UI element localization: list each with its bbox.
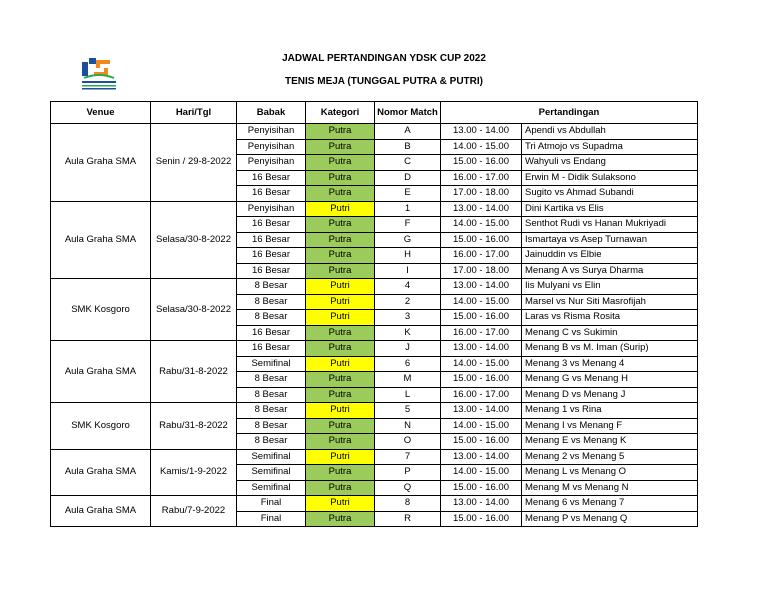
match-cell: Menang D vs Menang J	[522, 387, 698, 403]
table-header-row	[51, 102, 698, 124]
time-cell: 15.00 - 16.00	[441, 155, 522, 171]
nomor-match-cell: R	[375, 511, 441, 527]
kategori-cell: Putra	[306, 325, 375, 341]
venue-cell: SMK Kosgoro	[51, 403, 151, 450]
venue-cell: Aula Graha SMA	[51, 341, 151, 403]
babak-cell: Penyisihan	[237, 201, 306, 217]
schedule-table	[50, 101, 698, 527]
time-cell: 13.00 - 14.00	[441, 124, 522, 140]
babak-cell: 8 Besar	[237, 372, 306, 388]
nomor-match-cell: F	[375, 217, 441, 233]
time-cell: 14.00 - 15.00	[441, 294, 522, 310]
nomor-match-cell: O	[375, 434, 441, 450]
table-row	[51, 403, 698, 419]
time-cell: 14.00 - 15.00	[441, 356, 522, 372]
time-cell: 15.00 - 16.00	[441, 310, 522, 326]
babak-cell: Penyisihan	[237, 139, 306, 155]
nomor-match-cell: 4	[375, 279, 441, 295]
venue-cell: SMK Kosgoro	[51, 279, 151, 341]
venue-cell: Aula Graha SMA	[51, 124, 151, 202]
time-cell: 16.00 - 17.00	[441, 325, 522, 341]
nomor-match-cell: 6	[375, 356, 441, 372]
kategori-cell: Putri	[306, 294, 375, 310]
match-cell: Menang G vs Menang H	[522, 372, 698, 388]
nomor-match-cell: 8	[375, 496, 441, 512]
kategori-cell: Putra	[306, 341, 375, 357]
nomor-match-cell: M	[375, 372, 441, 388]
nomor-match-cell: N	[375, 418, 441, 434]
babak-cell: 8 Besar	[237, 387, 306, 403]
kategori-cell: Putra	[306, 186, 375, 202]
babak-cell: 16 Besar	[237, 170, 306, 186]
nomor-match-cell: I	[375, 263, 441, 279]
match-cell: Dini Kartika vs Elis	[522, 201, 698, 217]
time-cell: 15.00 - 16.00	[441, 480, 522, 496]
table-row	[51, 279, 698, 295]
kategori-cell: Putra	[306, 387, 375, 403]
babak-cell: 16 Besar	[237, 248, 306, 264]
header-babak: Babak	[237, 102, 306, 124]
babak-cell: Semifinal	[237, 449, 306, 465]
time-cell: 13.00 - 14.00	[441, 279, 522, 295]
nomor-match-cell: G	[375, 232, 441, 248]
kategori-cell: Putri	[306, 279, 375, 295]
kategori-cell: Putra	[306, 511, 375, 527]
match-cell: Menang C vs Sukimin	[522, 325, 698, 341]
table-row	[51, 124, 698, 140]
match-cell: Iis Mulyani vs Elin	[522, 279, 698, 295]
kategori-cell: Putri	[306, 449, 375, 465]
babak-cell: Penyisihan	[237, 124, 306, 140]
time-cell: 13.00 - 14.00	[441, 201, 522, 217]
match-cell: Ismartaya vs Asep Turnawan	[522, 232, 698, 248]
time-cell: 14.00 - 15.00	[441, 139, 522, 155]
nomor-match-cell: 3	[375, 310, 441, 326]
match-cell: Wahyuli vs Endang	[522, 155, 698, 171]
kategori-cell: Putra	[306, 232, 375, 248]
time-cell: 15.00 - 16.00	[441, 372, 522, 388]
header-kategori: Kategori	[306, 102, 375, 124]
kategori-cell: Putra	[306, 139, 375, 155]
table-row	[51, 201, 698, 217]
nomor-match-cell: P	[375, 465, 441, 481]
header-date: Hari/Tgl	[151, 102, 237, 124]
page-title: JADWAL PERTANDINGAN YDSK CUP 2022	[282, 53, 486, 64]
match-cell: Menang 1 vs Rina	[522, 403, 698, 419]
nomor-match-cell: 5	[375, 403, 441, 419]
kategori-cell: Putra	[306, 155, 375, 171]
match-cell: Menang I vs Menang F	[522, 418, 698, 434]
kategori-cell: Putra	[306, 263, 375, 279]
babak-cell: 16 Besar	[237, 232, 306, 248]
kategori-cell: Putri	[306, 201, 375, 217]
header-nomor-match: Nomor Match	[375, 102, 441, 124]
kategori-cell: Putri	[306, 310, 375, 326]
time-cell: 14.00 - 15.00	[441, 418, 522, 434]
babak-cell: 16 Besar	[237, 341, 306, 357]
babak-cell: 16 Besar	[237, 217, 306, 233]
babak-cell: Final	[237, 496, 306, 512]
kategori-cell: Putra	[306, 465, 375, 481]
nomor-match-cell: C	[375, 155, 441, 171]
header-venue: Venue	[51, 102, 151, 124]
nomor-match-cell: A	[375, 124, 441, 140]
match-cell: Menang 6 vs Menang 7	[522, 496, 698, 512]
babak-cell: 8 Besar	[237, 418, 306, 434]
kategori-cell: Putri	[306, 403, 375, 419]
match-cell: Marsel vs Nur Siti Masrofijah	[522, 294, 698, 310]
kategori-cell: Putra	[306, 372, 375, 388]
header-pertandingan: Pertandingan	[441, 102, 698, 124]
time-cell: 16.00 - 17.00	[441, 248, 522, 264]
kategori-cell: Putra	[306, 418, 375, 434]
babak-cell: 8 Besar	[237, 434, 306, 450]
table-row	[51, 341, 698, 357]
kategori-cell: Putra	[306, 480, 375, 496]
babak-cell: 8 Besar	[237, 294, 306, 310]
kategori-cell: Putra	[306, 170, 375, 186]
nomor-match-cell: 1	[375, 201, 441, 217]
time-cell: 14.00 - 15.00	[441, 217, 522, 233]
match-cell: Jainuddin vs Elbie	[522, 248, 698, 264]
venue-cell: Aula Graha SMA	[51, 201, 151, 279]
kategori-cell: Putra	[306, 248, 375, 264]
match-cell: Senthot Rudi vs Hanan Mukriyadi	[522, 217, 698, 233]
kategori-cell: Putra	[306, 217, 375, 233]
time-cell: 16.00 - 17.00	[441, 387, 522, 403]
date-cell: Selasa/30-8-2022	[151, 279, 237, 341]
match-cell: Menang M vs Menang N	[522, 480, 698, 496]
time-cell: 15.00 - 16.00	[441, 434, 522, 450]
babak-cell: Semifinal	[237, 480, 306, 496]
match-cell: Menang 2 vs Menang 5	[522, 449, 698, 465]
kategori-cell: Putri	[306, 496, 375, 512]
time-cell: 13.00 - 14.00	[441, 341, 522, 357]
match-cell: Menang E vs Menang K	[522, 434, 698, 450]
babak-cell: Semifinal	[237, 356, 306, 372]
match-cell: Menang 3 vs Menang 4	[522, 356, 698, 372]
kategori-cell: Putra	[306, 124, 375, 140]
match-cell: Tri Atmojo vs Supadma	[522, 139, 698, 155]
time-cell: 15.00 - 16.00	[441, 232, 522, 248]
match-cell: Menang P vs Menang Q	[522, 511, 698, 527]
nomor-match-cell: B	[375, 139, 441, 155]
match-cell: Sugito vs Ahmad Subandi	[522, 186, 698, 202]
time-cell: 15.00 - 16.00	[441, 511, 522, 527]
babak-cell: 8 Besar	[237, 310, 306, 326]
time-cell: 17.00 - 18.00	[441, 186, 522, 202]
date-cell: Rabu/31-8-2022	[151, 403, 237, 450]
nomor-match-cell: E	[375, 186, 441, 202]
date-cell: Senin / 29-8-2022	[151, 124, 237, 202]
schedule-body	[51, 124, 698, 527]
time-cell: 13.00 - 14.00	[441, 449, 522, 465]
date-cell: Kamis/1-9-2022	[151, 449, 237, 496]
page-subtitle: TENIS MEJA (TUNGGAL PUTRA & PUTRI)	[285, 76, 483, 87]
date-cell: Selasa/30-8-2022	[151, 201, 237, 279]
nomor-match-cell: H	[375, 248, 441, 264]
kategori-cell: Putri	[306, 356, 375, 372]
babak-cell: Semifinal	[237, 465, 306, 481]
venue-cell: Aula Graha SMA	[51, 449, 151, 496]
date-cell: Rabu/7-9-2022	[151, 496, 237, 527]
nomor-match-cell: L	[375, 387, 441, 403]
kategori-cell: Putra	[306, 434, 375, 450]
table-row	[51, 449, 698, 465]
venue-cell: Aula Graha SMA	[51, 496, 151, 527]
babak-cell: Final	[237, 511, 306, 527]
match-cell: Menang B vs M. Iman (Surip)	[522, 341, 698, 357]
time-cell: 16.00 - 17.00	[441, 170, 522, 186]
match-cell: Menang L vs Menang O	[522, 465, 698, 481]
match-cell: Apendi vs Abdullah	[522, 124, 698, 140]
table-row	[51, 496, 698, 512]
date-cell: Rabu/31-8-2022	[151, 341, 237, 403]
time-cell: 17.00 - 18.00	[441, 263, 522, 279]
time-cell: 13.00 - 14.00	[441, 496, 522, 512]
match-cell: Menang A vs Surya Dharma	[522, 263, 698, 279]
babak-cell: 8 Besar	[237, 403, 306, 419]
babak-cell: Penyisihan	[237, 155, 306, 171]
match-cell: Erwin M - Didik Sulaksono	[522, 170, 698, 186]
match-cell: Laras vs Risma Rosita	[522, 310, 698, 326]
time-cell: 13.00 - 14.00	[441, 403, 522, 419]
nomor-match-cell: 2	[375, 294, 441, 310]
babak-cell: 8 Besar	[237, 279, 306, 295]
nomor-match-cell: 7	[375, 449, 441, 465]
babak-cell: 16 Besar	[237, 325, 306, 341]
nomor-match-cell: K	[375, 325, 441, 341]
nomor-match-cell: J	[375, 341, 441, 357]
nomor-match-cell: D	[375, 170, 441, 186]
time-cell: 14.00 - 15.00	[441, 465, 522, 481]
babak-cell: 16 Besar	[237, 263, 306, 279]
nomor-match-cell: Q	[375, 480, 441, 496]
babak-cell: 16 Besar	[237, 186, 306, 202]
